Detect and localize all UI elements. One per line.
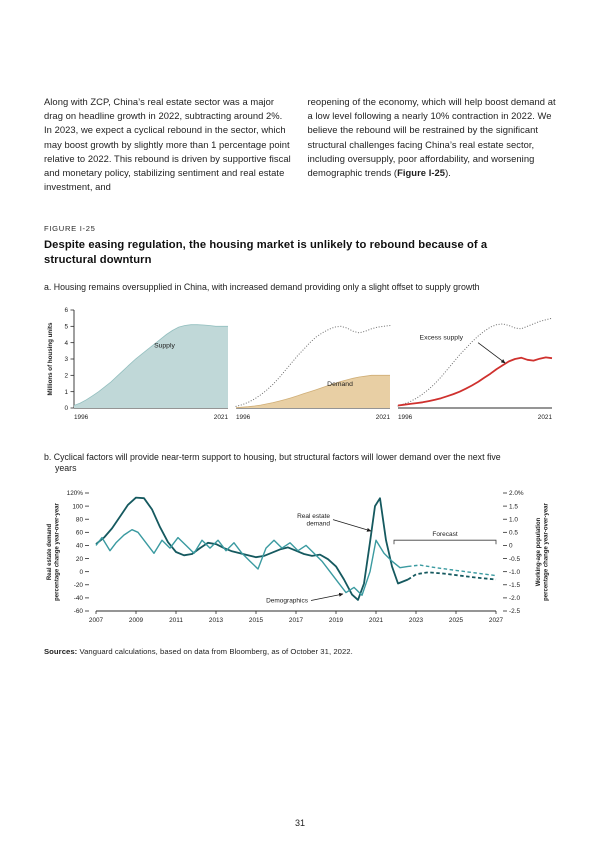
x-tick: 2015	[248, 616, 264, 624]
y-tick-right: -2.5	[509, 608, 521, 616]
chart-a-canvas	[44, 302, 558, 436]
x-tick: 2021	[213, 413, 228, 421]
y-tick-left: -20	[73, 581, 83, 589]
figure-label: FIGURE I-25	[44, 224, 96, 234]
chart-b-right-axis-label: percentage change year-over-year	[543, 503, 550, 601]
y-tick-left: 60	[75, 529, 83, 537]
y-tick-left: 120%	[66, 490, 83, 498]
x-tick: 1996	[236, 413, 251, 421]
series-demand	[236, 375, 390, 408]
annotation-real-estate: Real estate	[297, 512, 330, 520]
sources-label: Sources:	[44, 646, 78, 656]
x-tick: 2027	[488, 616, 504, 624]
sources-note	[44, 647, 556, 656]
forecast-bracket	[394, 540, 496, 544]
x-tick: 2021	[537, 413, 552, 421]
series-demographics	[96, 530, 408, 596]
x-tick: 2023	[408, 616, 424, 624]
panel-label-demand: Demand	[327, 380, 353, 388]
svg-text:2: 2	[64, 372, 68, 380]
y-tick-right: -1.0	[509, 568, 521, 576]
panel-label-supply: Supply	[154, 342, 175, 350]
chart-b-canvas	[44, 483, 558, 633]
y-tick-right: 0	[509, 542, 513, 550]
y-tick-left: 0	[79, 568, 83, 576]
y-tick-left: 80	[75, 516, 83, 524]
y-tick-right: 2.0%	[509, 490, 524, 498]
y-tick-right: 1.0	[509, 516, 518, 524]
annotation-arrow	[333, 520, 371, 531]
chart-a-subtitle: a. Housing remains oversupplied in China, with increased demand providing only a slight offset to supply growth	[44, 282, 480, 293]
intro-text	[0, 0, 600, 194]
svg-text:3: 3	[64, 356, 68, 364]
series-supply	[398, 318, 552, 406]
series-supply	[74, 325, 228, 408]
x-tick: 2021	[368, 616, 384, 624]
x-tick: 2007	[88, 616, 104, 624]
x-tick: 1996	[74, 413, 89, 421]
chart-a-y-axis	[64, 307, 74, 412]
y-tick-left: 40	[75, 542, 83, 550]
x-tick: 2013	[208, 616, 224, 624]
y-tick-left: -60	[73, 608, 83, 616]
annotation-real-estate: demand	[306, 520, 330, 528]
x-tick: 2019	[328, 616, 344, 624]
y-tick-left: 20	[75, 555, 83, 563]
annotation-demographics: Demographics	[266, 597, 308, 605]
intro-text-part: reopening of the economy, which will help boost demand at a low level following a nearly 10% contraction in 2022. We believe the rebound will be restrained by the significant structural challenges facing China’s real estate sector, including oversupply, poor affordability, and worsening demographic trends (	[307, 96, 556, 179]
y-tick-right: -1.5	[509, 581, 521, 589]
y-tick-right: -0.5	[509, 555, 521, 563]
sources-text: Vanguard calculations, based on data from Bloomberg, as of October 31, 2022.	[77, 646, 353, 656]
chart-b-subtitle: b. Cyclical factors will provide near-term support to housing, but structural factors will lower demand over the next five years	[44, 451, 501, 474]
intro-paragraph-left: Along with ZCP, China’s real estate sector was a major drag on headline growth in 2022, subtracting around 2%. In 2023, we expect a cyclical rebound in the sector, which may boost growth by slightly more than 1 percentage point relative to 2022. This rebound is driven by supportive fiscal and monetary policy, stabilizing sentiment and real estate investment, and	[44, 96, 291, 193]
x-tick: 2021	[375, 413, 390, 421]
y-tick-right: 0.5	[509, 529, 518, 537]
svg-text:0: 0	[64, 405, 68, 413]
y-tick-left: -40	[73, 595, 83, 603]
x-tick: 2009	[128, 616, 144, 624]
x-tick: 2011	[169, 616, 183, 624]
chart-a-y-axis-label: Millions of housing units	[47, 322, 54, 396]
x-tick: 1996	[398, 413, 413, 421]
figure-reference: Figure I-25	[397, 167, 446, 179]
svg-text:6: 6	[64, 307, 68, 315]
series-excess-supply	[398, 357, 552, 405]
y-tick-right: 1.5	[509, 503, 518, 511]
svg-text:1: 1	[64, 388, 68, 396]
figure-title: Despite easing regulation, the housing market is unlikely to rebound because of a structural downturn	[44, 239, 488, 266]
series-real-estate-demand	[96, 498, 408, 600]
y-tick-right: -2.0	[509, 595, 521, 603]
x-tick: 2025	[448, 616, 464, 624]
page-number: 31	[294, 818, 305, 828]
svg-text:5: 5	[64, 323, 68, 331]
intro-paragraph-right	[308, 95, 557, 194]
y-tick-left: 100	[72, 503, 83, 511]
excess-supply-arrow	[478, 343, 505, 363]
forecast-label: Forecast	[432, 531, 458, 539]
chart-b-right-axis-label: Working-age population	[536, 517, 542, 587]
svg-text:4: 4	[64, 339, 68, 347]
x-tick: 2017	[288, 616, 304, 624]
annotation-arrow	[311, 594, 343, 601]
chart-b-left-axis-label: percentage change year-over-year	[54, 503, 61, 601]
intro-text-part: ).	[445, 167, 451, 179]
panel-label-excess-supply: Excess supply	[419, 334, 464, 342]
chart-b-left-axis-label: Real estate demand	[47, 523, 53, 581]
